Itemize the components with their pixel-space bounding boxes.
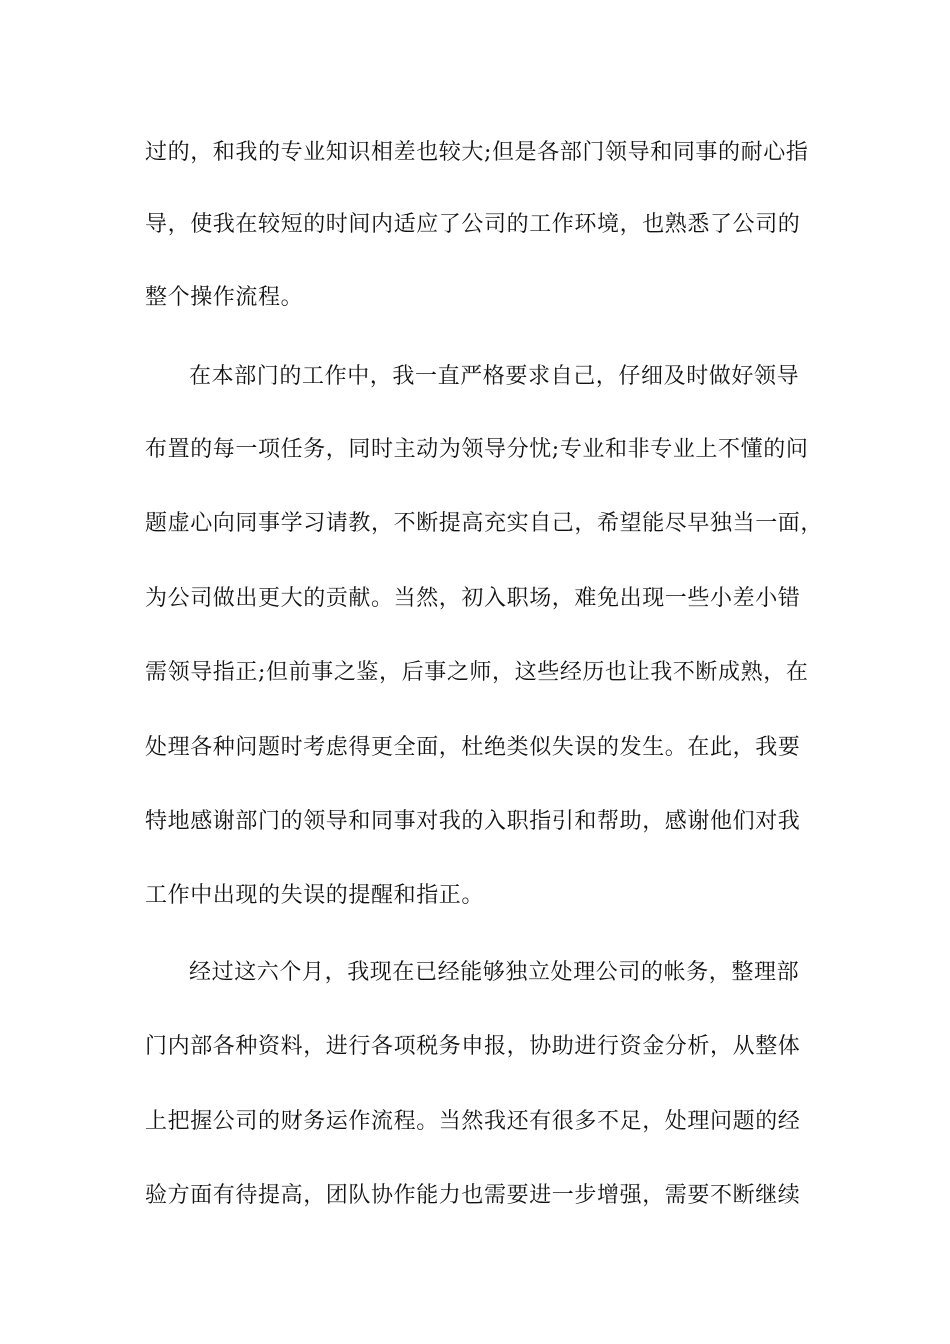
paragraph-2-line-3: 题虚心向同事学习请教，不断提高充实自己，希望能尽早独当一面， [145, 511, 824, 536]
paragraph-3-line-1: 经过这六个月，我现在已经能够独立处理公司的帐务，整理部 [189, 960, 800, 985]
paragraph-2-line-1: 在本部门的工作中，我一直严格要求自己，仔细及时做好领导 [189, 364, 800, 389]
paragraph-1-line-2: 导，使我在较短的时间内适应了公司的工作环境，也熟悉了公司的 [145, 212, 801, 237]
paragraph-2-line-4: 为公司做出更大的贡献。当然，初入职场，难免出现一些小差小错 [145, 586, 801, 611]
paragraph-3-line-2: 门内部各种资料，进行各项税务申报，协助进行资金分析，从整体 [145, 1034, 801, 1059]
paragraph-2-line-5: 需领导指正;但前事之鉴，后事之师，这些经历也让我不断成熟，在 [145, 660, 809, 685]
paragraph-1-line-3: 整个操作流程。 [145, 285, 304, 310]
paragraph-2-line-6: 处理各种问题时考虑得更全面，杜绝类似失误的发生。在此，我要 [145, 735, 801, 760]
paragraph-3-line-4: 验方面有待提高，团队协作能力也需要进一步增强，需要不断继续 [145, 1183, 801, 1208]
paragraph-2-line-8: 工作中出现的失误的提醒和指正。 [145, 883, 485, 908]
paragraph-2-line-7: 特地感谢部门的领导和同事对我的入职指引和帮助，感谢他们对我 [145, 809, 801, 834]
paragraph-3-line-3: 上把握公司的财务运作流程。当然我还有很多不足，处理问题的经 [145, 1109, 801, 1134]
paragraph-1-line-1: 过的，和我的专业知识相差也较大;但是各部门领导和同事的耐心指 [145, 140, 809, 165]
paragraph-2-line-2: 布置的每一项任务，同时主动为领导分忧;专业和非专业上不懂的问 [145, 437, 809, 462]
